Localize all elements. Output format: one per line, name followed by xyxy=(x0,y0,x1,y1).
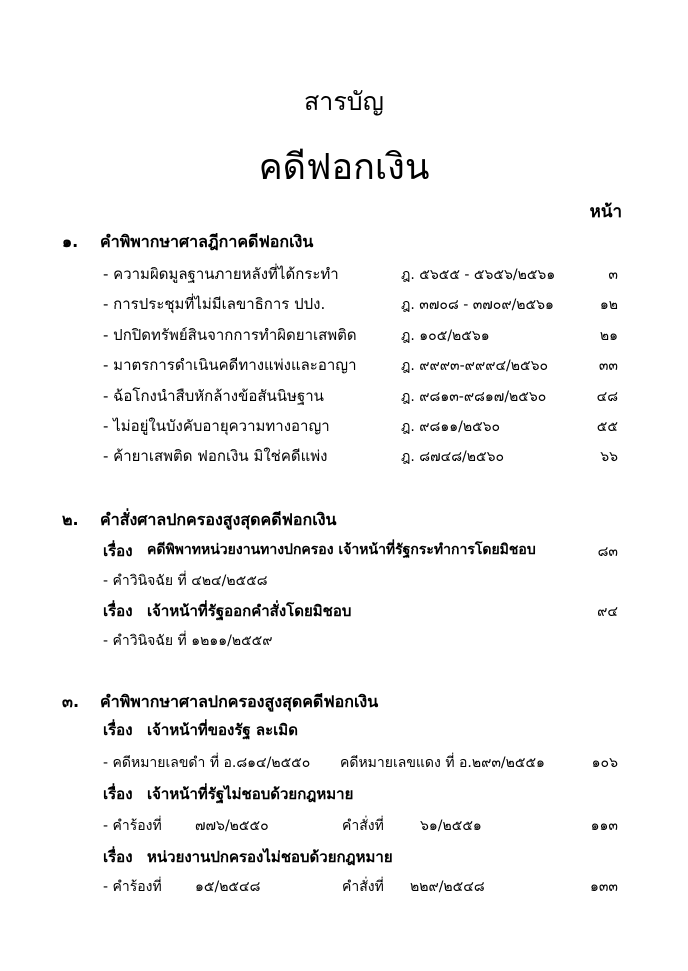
order-label: คำสั่งที่ xyxy=(342,879,384,895)
toc-item-page: ๓ xyxy=(608,267,618,283)
toc-item-label[interactable]: - มาตรการดำเนินคดีทางแพ่งและอาญา xyxy=(103,356,357,374)
toc-title: สารบัญ xyxy=(304,87,384,116)
toc-item-page: ๔๘ xyxy=(596,389,618,405)
case-number-red: คดีหมายเลขแดง ที่ อ.๒๙๓/๒๕๕๑ xyxy=(340,755,545,771)
toc-item-page: ๑๒ xyxy=(599,297,618,313)
toc-item-label[interactable]: - ปกปิดทรัพย์สินจากการทำผิดยาเสพติด xyxy=(103,326,357,344)
subject-text[interactable]: คดีพิพาทหน่วยงานทางปกครอง เจ้าหน้าที่รัฐกระทำการโดยมิชอบ xyxy=(147,542,536,558)
ruling-detail: - คำวินิจฉัย ที่ ๑๒๑๑/๒๕๕๙ xyxy=(103,633,273,649)
toc-item-ref: ฎ. ๑๐๕/๒๕๖๑ xyxy=(401,328,490,344)
order-label: คำสั่งที่ xyxy=(342,818,384,834)
toc-item-ref: ฎ. ๙๘๑๑/๒๕๖๐ xyxy=(401,419,501,435)
toc-item-page: ๑๐๖ xyxy=(591,755,618,771)
petition-number: ๗๗๖/๒๕๕๐ xyxy=(195,818,269,834)
toc-item-page: ๒๑ xyxy=(599,328,618,344)
ruling-detail: - คำวินิจฉัย ที่ ๔๒๔/๒๕๕๘ xyxy=(103,573,268,589)
section-3-number: ๓. xyxy=(62,692,80,711)
toc-item-page: ๕๕ xyxy=(596,419,618,435)
section-1-number: ๑. xyxy=(62,232,79,251)
subject-label: เรื่อง xyxy=(103,848,133,866)
subject-label: เรื่อง xyxy=(103,785,133,803)
toc-item-label[interactable]: - ความผิดมูลฐานภายหลังที่ได้กระทำ xyxy=(103,265,339,283)
case-number-black: - คดีหมายเลขดำ ที่ อ.๘๑๔/๒๕๕๐ xyxy=(103,755,311,771)
toc-item-ref: ฎ. ๙๘๑๓-๙๘๑๗/๒๕๖๐ xyxy=(401,389,547,405)
toc-item-label[interactable]: - ไม่อยู่ในบังคับอายุความทางอาญา xyxy=(103,417,330,435)
toc-item-ref: ฎ. ๕๖๕๕ - ๕๖๕๖/๒๕๖๑ xyxy=(401,267,556,283)
toc-item-page: ๑๓๓ xyxy=(589,879,618,895)
toc-item-label[interactable]: - การประชุมที่ไม่มีเลขาธิการ ปปง. xyxy=(103,295,326,313)
petition-label: - คำร้องที่ xyxy=(103,879,162,895)
subject-text[interactable]: หน่วยงานปกครองไม่ชอบด้วยกฎหมาย xyxy=(147,848,393,866)
subject-label: เรื่อง xyxy=(103,721,133,739)
section-2-number: ๒. xyxy=(62,510,79,529)
petition-number: ๑๕/๒๕๔๘ xyxy=(195,879,261,895)
toc-item-ref: ฎ. ๙๙๙๓-๙๙๙๔/๒๕๖๐ xyxy=(401,358,549,374)
subject-text[interactable]: เจ้าหน้าที่รัฐออกคำสั่งโดยมิชอบ xyxy=(147,602,352,620)
page-column-header: หน้า xyxy=(589,202,622,222)
subject-text[interactable]: เจ้าหน้าที่รัฐไม่ชอบด้วยกฎหมาย xyxy=(147,785,354,803)
toc-item-page: ๑๑๓ xyxy=(590,818,618,834)
subject-label: เรื่อง xyxy=(103,542,133,560)
section-2-heading: คำสั่งศาลปกครองสูงสุดคดีฟอกเงิน xyxy=(100,510,337,529)
toc-item-page: ๘๓ xyxy=(597,544,618,560)
toc-item-ref: ฎ. ๘๗๔๘/๒๕๖๐ xyxy=(401,449,504,465)
toc-subtitle: คดีฟอกเงิน xyxy=(258,147,430,188)
toc-item-page: ๙๔ xyxy=(597,604,618,620)
toc-item-label[interactable]: - ค้ายาเสพติด ฟอกเงิน มิใช่คดีแพ่ง xyxy=(103,447,328,465)
section-3-heading: คำพิพากษาศาลปกครองสูงสุดคดีฟอกเงิน xyxy=(100,692,379,711)
toc-item-label[interactable]: - ฉ้อโกงนำสืบหักล้างข้อสันนิษฐาน xyxy=(103,387,324,405)
order-number: ๒๒๙/๒๕๔๘ xyxy=(410,879,485,895)
petition-label: - คำร้องที่ xyxy=(103,818,162,834)
subject-text[interactable]: เจ้าหน้าที่ของรัฐ ละเมิด xyxy=(147,721,298,739)
toc-item-ref: ฎ. ๓๗๐๘ - ๓๗๐๙/๒๕๖๑ xyxy=(401,297,554,313)
toc-item-page: ๖๖ xyxy=(600,449,618,465)
order-number: ๖๑/๒๕๕๑ xyxy=(420,818,482,834)
subject-label: เรื่อง xyxy=(103,602,133,620)
section-1-heading: คำพิพากษาศาลฎีกาคดีฟอกเงิน xyxy=(100,232,314,251)
toc-item-page: ๓๓ xyxy=(598,358,618,374)
